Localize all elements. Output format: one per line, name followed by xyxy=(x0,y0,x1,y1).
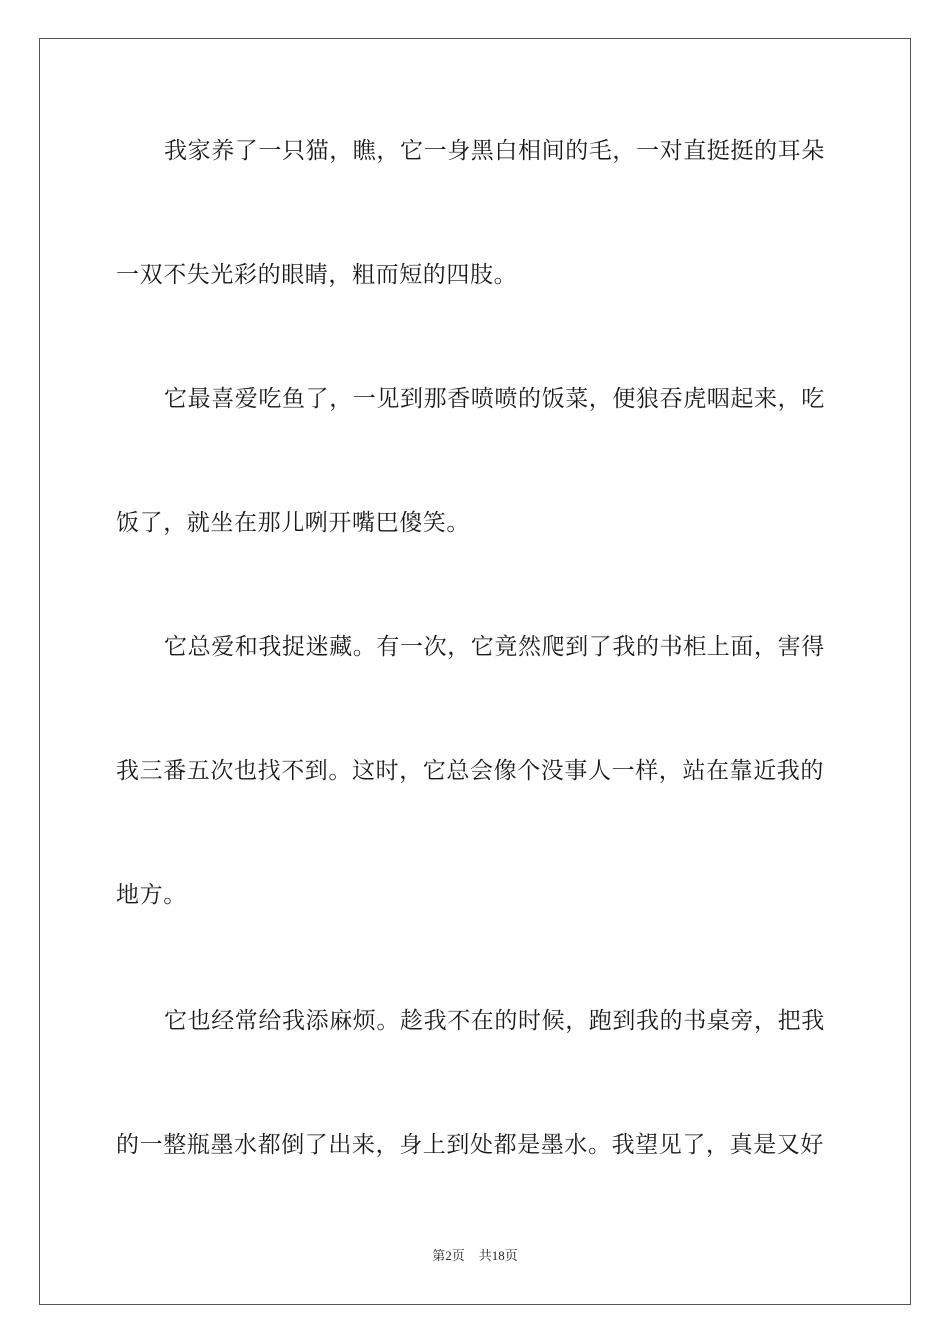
page-footer xyxy=(0,1247,950,1265)
paragraph-line: 我三番五次也找不到。这时，它总会像个没事人一样，站在靠近我的 xyxy=(116,758,824,784)
paragraph-line: 它最喜爱吃鱼了，一见到那香喷喷的饭菜，便狼吞虎咽起来，吃 xyxy=(164,386,825,412)
paragraph-line: 地方。 xyxy=(116,882,187,908)
paragraph-line: 它总爱和我捉迷藏。有一次，它竟然爬到了我的书柜上面，害得 xyxy=(164,634,825,660)
page-total: 共18页 xyxy=(478,1248,518,1263)
paragraph-line: 饭了，就坐在那儿咧开嘴巴傻笑。 xyxy=(116,510,470,536)
page-border xyxy=(39,38,911,1305)
paragraph-line: 的一整瓶墨水都倒了出来，身上到处都是墨水。我望见了，真是又好 xyxy=(116,1132,824,1158)
page-number: 第2页 xyxy=(432,1248,465,1263)
paragraph-line: 它也经常给我添麻烦。趁我不在的时候，跑到我的书桌旁，把我 xyxy=(164,1008,825,1034)
paragraph-line: 我家养了一只猫，瞧，它一身黑白相间的毛，一对直挺挺的耳朵 xyxy=(164,138,825,164)
paragraph-line: 一双不失光彩的眼睛，粗而短的四肢。 xyxy=(116,262,518,288)
